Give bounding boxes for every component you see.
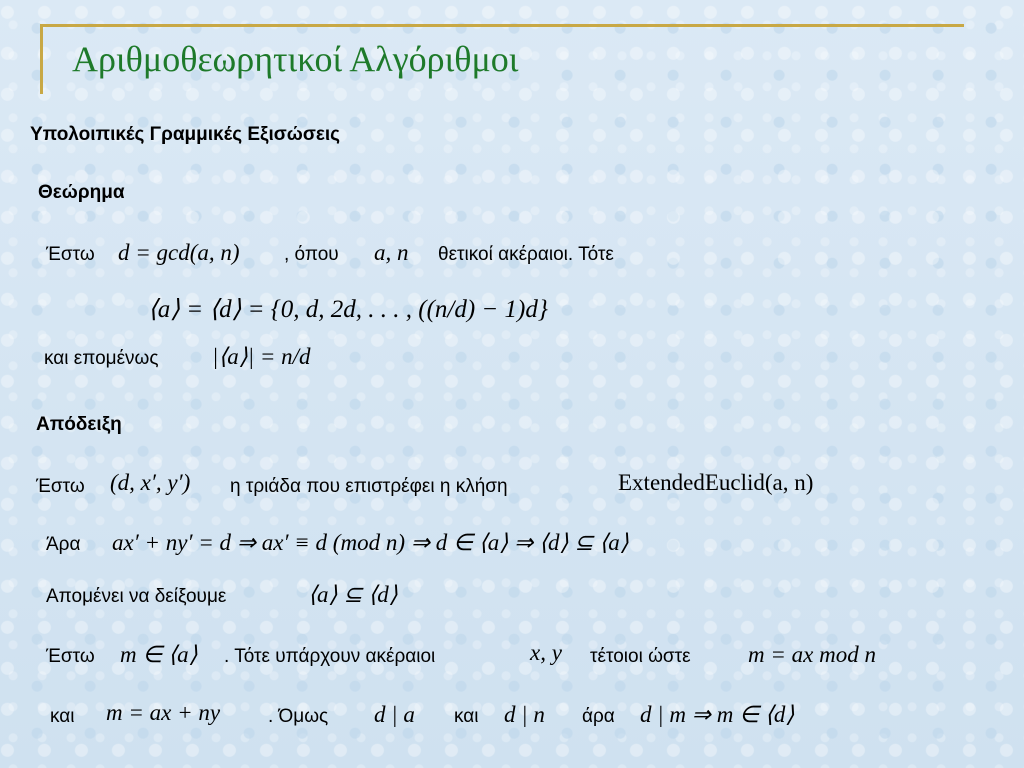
theorem-gcd-formula: d = gcd(a, n) bbox=[118, 240, 240, 265]
theorem-line3-word1: και επομένως bbox=[44, 348, 159, 369]
theorem-display-formula: ⟨a⟩ = ⟨d⟩ = {0, d, 2d, . . . , ((n/d) − 1)d} bbox=[148, 296, 548, 323]
theorem-heading: Θεώρημα bbox=[38, 182, 125, 203]
proof-extended-euclid: ExtendedEuclid(a, n) bbox=[618, 470, 814, 495]
theorem-line1-word1: Έστω bbox=[46, 244, 95, 265]
proof-line5-word4: άρα bbox=[582, 706, 615, 727]
proof-line4-word2: . Τότε υπάρχουν ακέραιοι bbox=[224, 646, 436, 667]
frame-top-rule bbox=[40, 24, 964, 27]
theorem-an-formula: a, n bbox=[374, 240, 409, 265]
proof-line1-word2: η τριάδα που επιστρέφει η κλήση bbox=[230, 476, 508, 497]
proof-linear-formula: m = ax + ny bbox=[106, 700, 221, 725]
proof-line5-word3: και bbox=[454, 706, 479, 727]
proof-goal-formula: ⟨a⟩ ⊆ ⟨d⟩ bbox=[308, 582, 398, 607]
proof-line5-word2: . Όμως bbox=[268, 706, 329, 727]
proof-heading: Απόδειξη bbox=[36, 414, 122, 435]
theorem-order-formula: |⟨a⟩| = n/d bbox=[212, 344, 311, 369]
slide-title: Αριθμοθεωρητικοί Αλγόριθμοι bbox=[72, 39, 519, 79]
proof-line3-word1: Απομένει να δείξουμε bbox=[46, 586, 227, 607]
theorem-line1-word3: θετικοί ακέραιοι. Τότε bbox=[438, 244, 614, 265]
proof-conclusion-formula: d | m ⇒ m ∈ ⟨d⟩ bbox=[640, 702, 795, 727]
proof-line1-word1: Έστω bbox=[36, 476, 85, 497]
proof-mod-formula: m = ax mod n bbox=[748, 642, 876, 667]
theorem-line1-word2: , όπου bbox=[284, 244, 339, 265]
proof-line4-word1: Έστω bbox=[46, 646, 95, 667]
proof-line2-word1: Άρα bbox=[46, 534, 81, 555]
proof-triple-formula: (d, x′, y′) bbox=[110, 470, 191, 495]
section-heading: Υπολοιπικές Γραμμικές Εξισώσεις bbox=[30, 124, 341, 145]
proof-line5-word1: και bbox=[50, 706, 75, 727]
proof-divides-n: d | n bbox=[504, 702, 545, 727]
proof-divides-a: d | a bbox=[374, 702, 415, 727]
proof-membership-formula: m ∈ ⟨a⟩ bbox=[120, 642, 198, 667]
proof-xy-formula: x, y bbox=[530, 640, 562, 665]
proof-congruence-chain: ax′ + ny′ = d ⇒ ax′ ≡ d (mod n) ⇒ d ∈ ⟨a⟩ ⇒ ⟨d⟩ ⊆ ⟨a⟩ bbox=[112, 530, 629, 555]
frame-left-rule bbox=[40, 24, 43, 94]
proof-line4-word3: τέτοιοι ώστε bbox=[590, 646, 691, 667]
